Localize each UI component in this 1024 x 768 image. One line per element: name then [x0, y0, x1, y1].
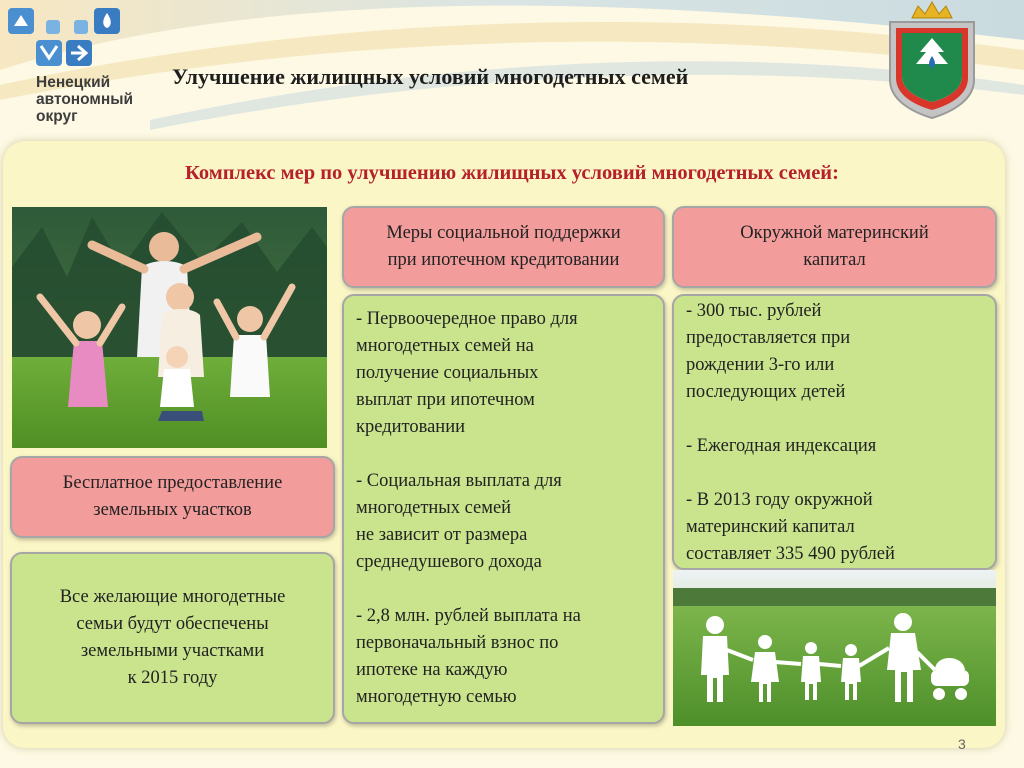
mortgage-title-line: при ипотечном кредитовании: [387, 250, 620, 270]
land-text-box: [10, 552, 335, 724]
capital-text-line: - Ежегодная индексация: [686, 436, 877, 456]
capital-text-line: - В 2013 году окружной: [686, 490, 873, 510]
logo-line-3: округ: [36, 108, 78, 125]
region-logo-text: [36, 74, 166, 125]
capital-text-line: составляет 335 490 рублей: [686, 544, 895, 564]
mortgage-text-line: - 2,8 млн. рублей выплата на: [356, 606, 581, 626]
mortgage-text-line: - Социальная выплата для: [356, 471, 562, 491]
mortgage-text-line: - Первоочередное право для: [356, 309, 578, 329]
mortgage-text-spacer: [356, 441, 651, 468]
capital-title-line: Окружной материнский: [740, 223, 929, 243]
panel-heading: Комплекс мер по улучшению жилищных условий многодетных семей:: [185, 162, 839, 184]
land-text-line: к 2015 году: [127, 668, 218, 688]
capital-title-line: капитал: [803, 250, 866, 270]
capital-text-box: [672, 294, 997, 570]
mortgage-text-line: выплат при ипотечном: [356, 390, 535, 410]
mortgage-text-line: многодетных семей: [356, 498, 512, 518]
mortgage-text-line: первоначальный взнос по: [356, 633, 559, 653]
land-title-line: Бесплатное предоставление: [62, 473, 283, 493]
land-text-line: земельными участками: [80, 641, 265, 661]
mortgage-title-box: [342, 206, 665, 288]
capital-text-line: рождении 3-го или: [686, 355, 835, 375]
mortgage-text-line: многодетную семью: [356, 687, 517, 707]
capital-text-line: последующих детей: [686, 382, 846, 402]
capital-text-line: предоставляется при: [686, 328, 851, 348]
land-title-line: земельных участков: [93, 500, 252, 520]
family-photo: [12, 207, 327, 448]
land-text-line: Все желающие многодетные: [59, 587, 286, 607]
capital-text-spacer: [686, 460, 983, 487]
mortgage-text-spacer: [356, 576, 651, 603]
capital-text-line: материнский капитал: [686, 517, 855, 537]
region-logo: [6, 6, 166, 126]
capital-text-line: - 300 тыс. рублей: [686, 301, 822, 321]
mortgage-text-line: получение социальных: [356, 363, 539, 383]
mortgage-title-line: Меры социальной поддержки: [386, 223, 621, 243]
family-silhouettes-photo: [673, 570, 996, 726]
capital-title-box: [672, 206, 997, 288]
mortgage-text-line: среднедушевого дохода: [356, 552, 542, 572]
land-text-line: семьи будут обеспечены: [76, 614, 269, 634]
mortgage-text-box: [342, 294, 665, 724]
logo-line-1: Ненецкий: [36, 74, 111, 91]
page-title: Улучшение жилищных условий многодетных семей: [172, 64, 689, 89]
mortgage-text-line: кредитовании: [356, 417, 466, 437]
logo-line-2: автономный: [36, 91, 134, 108]
coat-of-arms-icon: [882, 0, 982, 120]
page-number: 3: [958, 736, 966, 752]
mortgage-text-line: многодетных семей на: [356, 336, 534, 356]
capital-text-spacer: [686, 406, 983, 433]
land-title-box: [10, 456, 335, 538]
mortgage-text-line: ипотеке на каждую: [356, 660, 508, 680]
mortgage-text-line: не зависит от размера: [356, 525, 528, 545]
region-logo-mark-icon: [6, 6, 126, 68]
